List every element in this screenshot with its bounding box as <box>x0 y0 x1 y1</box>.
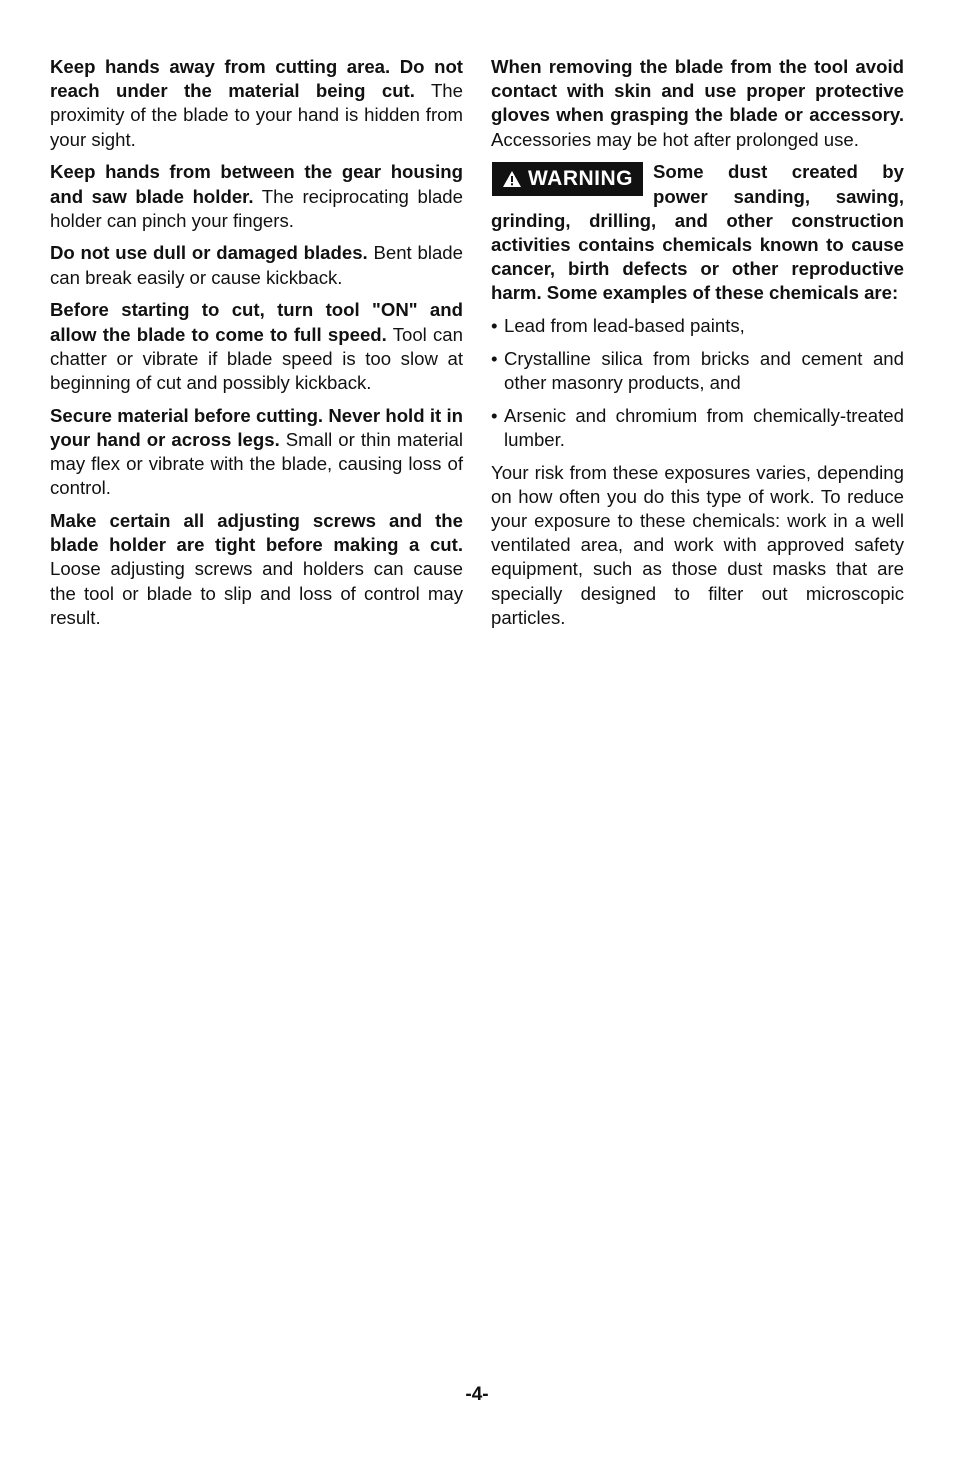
right-column <box>491 55 904 638</box>
chemical-warning <box>491 160 904 305</box>
warning-triangle-icon <box>502 170 522 188</box>
warning-badge <box>492 162 643 196</box>
left-column <box>50 55 463 638</box>
safety-rule-removing-blade: When removing the blade from the tool avoid contact with skin and use proper protective gloves when grasping the blade or accessory. Accessories may be hot after prolonged use. <box>491 56 904 150</box>
safety-rule-gear-housing: Keep hands from between the gear housing and saw blade holder. The reciprocating blade holder can pinch your fingers. <box>50 161 463 231</box>
safety-rule-dull-blades: Do not use dull or damaged blades. Bent blade can break easily or cause kickback. <box>50 242 463 288</box>
list-item: • Arsenic and chromium from chemically-treated lumber. <box>491 404 904 450</box>
exposure-risk-paragraph: Your risk from these exposures varies, depending on how often you do this type of work. To reduce your exposure to these chemicals: work in a well ventilated area, and work with approved safety equipment, such as those dust masks that are specially designed to filter out microscopic particles. <box>491 461 904 628</box>
safety-rule-full-speed: Before starting to cut, turn tool "ON" and allow the blade to come to full speed. Tool can chatter or vibrate if blade speed is too slow at beginning of cut and possibly kickback. <box>50 299 463 393</box>
list-item: • Lead from lead-based paints, <box>491 315 745 337</box>
safety-rule-adjusting-screws: Make certain all adjusting screws and the blade holder are tight before making a cut. Loose adjusting screws and holders can cause the tool or blade to slip and loss of control may result. <box>50 509 463 628</box>
safety-rule-cutting-area: Keep hands away from cutting area. Do not reach under the material being cut. The proximity of the blade to your hand is hidden from your sight. <box>50 56 463 150</box>
warning-label: WARNING <box>528 167 633 191</box>
page-number: -4- <box>465 1384 489 1405</box>
list-item: • Crystalline silica from bricks and cement and other masonry products, and <box>491 347 904 393</box>
safety-rule-secure-material: Secure material before cutting. Never hold it in your hand or across legs. Small or thin material may flex or vibrate with the blade, causing loss of control. <box>50 404 463 499</box>
warning-text: Some dust created by power sanding, sawing, grinding, drilling, and other construction activities contains chemicals known to cause cancer, birth defects or other reproductive harm. Some examples of these chemicals are: <box>491 161 904 304</box>
